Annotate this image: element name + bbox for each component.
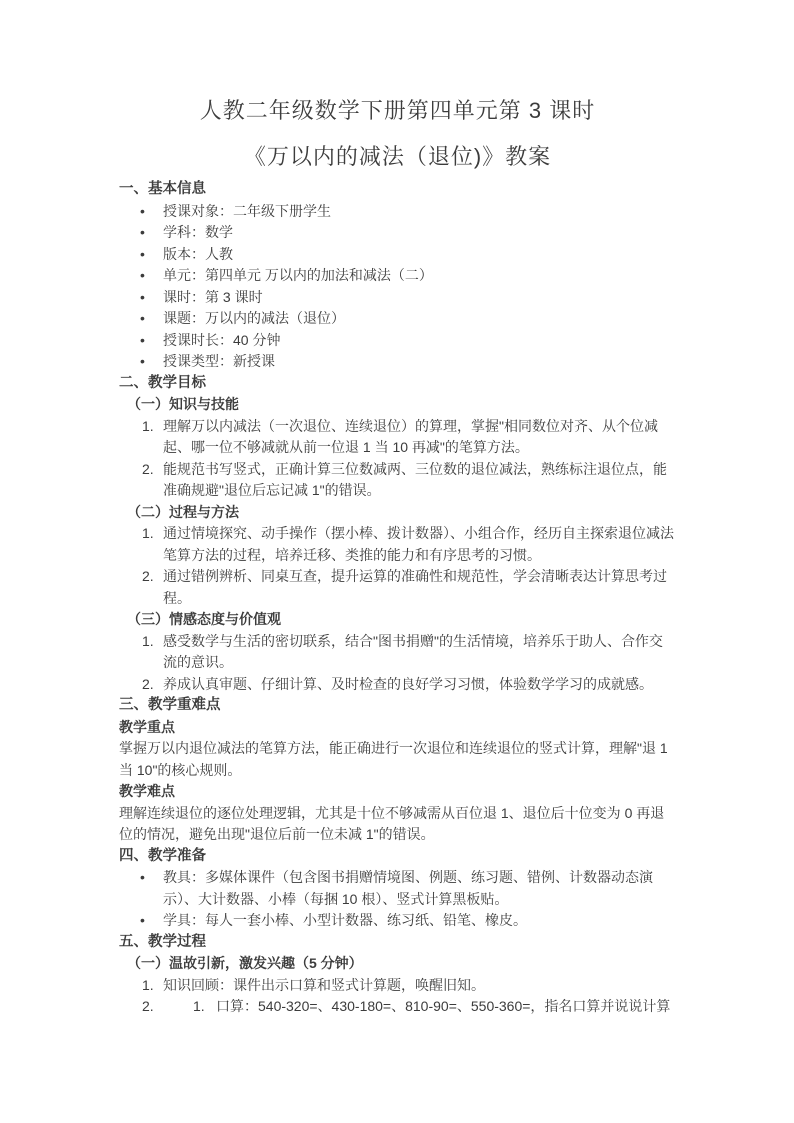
preparation-list xyxy=(119,867,676,932)
section-heading-basic-info: 一、基本信息 xyxy=(119,181,206,197)
list-item: • 版本：人教 xyxy=(119,244,676,266)
doc-title-line1: 人教二年级数学下册第四单元第 3 课时 xyxy=(199,98,596,123)
subsection-heading-stage1: （一）温故引新，激发兴趣（5 分钟） xyxy=(127,955,363,971)
list-item: • 授课类型：新授课 xyxy=(119,351,676,373)
knowledge-list xyxy=(119,416,676,502)
process-list xyxy=(119,523,676,609)
list-item: • 课时：第 3 课时 xyxy=(119,287,676,309)
subsection-heading-emotion: （三）情感态度与价值观 xyxy=(127,611,281,627)
stage1-list xyxy=(119,975,676,997)
emotion-list xyxy=(119,631,676,696)
list-item: 能规范书写竖式，正确计算三位数减两、三位数的退位减法，熟练标注退位点，能准确规避"退位后忘记减 1"的错误。 xyxy=(163,460,667,498)
subsection-heading-process: （二）过程与方法 xyxy=(127,503,239,520)
list-item: 感受数学与生活的密切联系，结合"图书捐赠"的生活情境，培养乐于助人、合作交流的意识。 xyxy=(163,632,663,670)
difficulty-label: 教学难点 xyxy=(119,783,175,799)
subsection-heading-knowledge: （一）知识与技能 xyxy=(127,396,239,412)
list-item: • 学科：数学 xyxy=(119,222,676,244)
section-heading-key-points: 三、教学重难点 xyxy=(119,697,221,713)
section-heading-preparation: 四、教学准备 xyxy=(119,847,206,864)
doc-title-line2: 《万以内的减法（退位)》教案 xyxy=(243,144,552,169)
list-item: 口算：540-320=、430-180=、810-90=、550-360=，指名口算并说说计算 xyxy=(216,998,671,1014)
list-item: • 授课时长：40 分钟 xyxy=(119,330,676,352)
basic-info-list xyxy=(119,201,676,373)
list-item: • 课题：万以内的减法（退位） xyxy=(119,308,676,330)
list-item: 知识回顾：课件出示口算和竖式计算题，唤醒旧知。 xyxy=(163,976,485,993)
focus-text: 掌握万以内退位减法的笔算方法，能正确进行一次退位和连续退位的竖式计算，理解"退 1 当 10"的核心规则。 xyxy=(119,740,668,778)
focus-label: 教学重点 xyxy=(119,718,175,735)
list-item: • 授课对象：二年级下册学生 xyxy=(119,201,676,223)
list-item: • 学具：每人一套小棒、小型计数器、练习纸、铅笔、橡皮。 xyxy=(119,910,676,932)
difficulty-text: 理解连续退位的逐位处理逻辑，尤其是十位不够减需从百位退 1、退位后十位变为 0 再退位的情况，避免出现"退位后前一位未减 1"的错误。 xyxy=(119,804,665,842)
list-item: • 单元：第四单元 万以内的加法和减法（二） xyxy=(119,265,676,287)
section-heading-teaching-process: 五、教学过程 xyxy=(119,933,206,950)
list-item: 通过情境探究、动手操作（摆小棒、拨计数器）、小组合作，经历自主探索退位减法笔算方法的过程，培养迁移、类推的能力和有序思考的习惯。 xyxy=(163,525,674,563)
list-item: 理解万以内减法（一次退位、连续退位）的算理，掌握"相同数位对齐、从个位减起、哪一位不够减就从前一位退 1 当 10 再减"的笔算方法。 xyxy=(163,417,658,455)
list-item: 养成认真审题、仔细计算、及时检查的良好学习习惯，体验数学学习的成就感。 xyxy=(163,675,653,692)
stage1-sub-list xyxy=(119,996,676,1018)
list-item: • 教具：多媒体课件（包含图书捐赠情境图、例题、练习题、错例、计数器动态演示）、大计数器、小棒（每捆 10 根）、竖式计算黑板贴。 xyxy=(119,867,676,910)
section-heading-objectives: 二、教学目标 xyxy=(119,374,206,391)
list-item: 通过错例辨析、同桌互查，提升运算的准确性和规范性，学会清晰表达计算思考过程。 xyxy=(163,568,667,606)
